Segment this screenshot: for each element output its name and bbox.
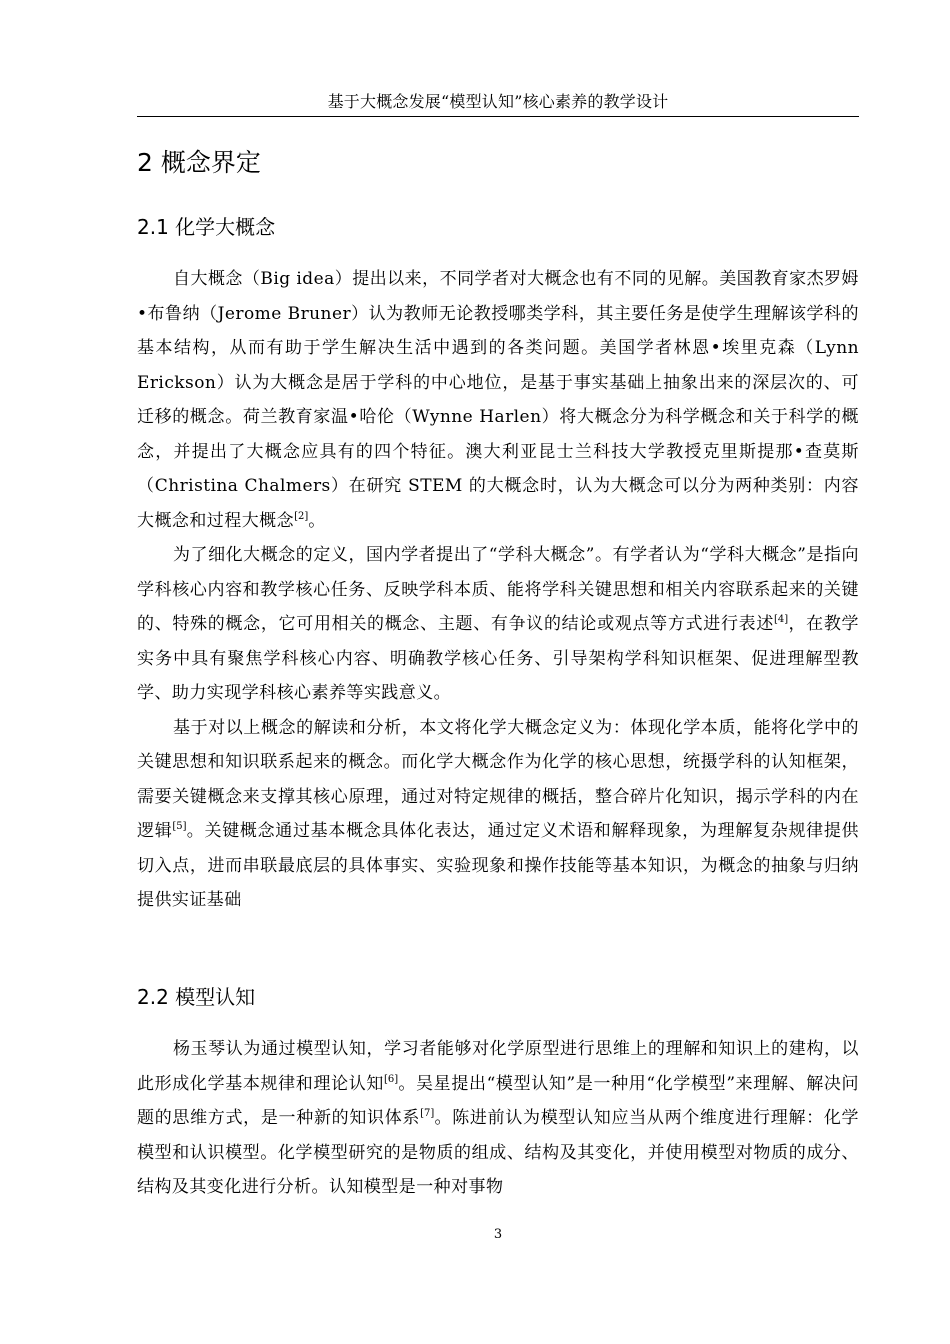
- section-body-2-1: [137, 262, 859, 918]
- paragraph-text: ，在教学实务中具有聚焦学科核心内容、明确教学核心任务、引导架构学科知识框架、促进理解型教学、助力实现学科核心素养等实践意义。: [137, 614, 859, 703]
- citation-ref: [4]: [774, 614, 789, 625]
- header-rule: [137, 116, 859, 117]
- paragraph-text: 。吴星提出“模型认知”是一种用“化学模型”来理解、解决问题的思维方式，是一种新的知识体系: [137, 1073, 859, 1128]
- paragraph-text: 为了细化大概念的定义，国内学者提出了“学科大概念”。有学者认为“学科大概念”是指向学科核心内容和教学核心任务、反映学科本质、能将学科关键思想和相关内容联系起来的关键的、特殊的概念，它可用相关的概念、主题、有争议的结论或观点等方式进行表述: [137, 545, 859, 634]
- paragraph: [137, 711, 859, 918]
- paragraph-text: 。关键概念通过基本概念具体化表达，通过定义术语和解释现象，为理解复杂规律提供切入点，进而串联最底层的具体事实、实验现象和操作技能等基本知识，为概念的抽象与归纳提供实证基础: [137, 821, 859, 910]
- section-body-2-2: [137, 1032, 859, 1205]
- paragraph-text: 。陈进前认为模型认知应当从两个维度进行理解：化学模型和认识模型。化学模型研究的是物质的组成、结构及其变化，并使用模型对物质的成分、结构及其变化进行分析。认知模型是一种对事物: [137, 1108, 859, 1197]
- paragraph-text: 。: [308, 510, 326, 531]
- citation-ref: [5]: [172, 821, 187, 832]
- paragraph: [137, 262, 859, 538]
- page-number: 3: [493, 1227, 503, 1242]
- section-title-2-1: 2.1 化学大概念: [137, 215, 276, 239]
- running-header: 基于大概念发展“模型认知”核心素养的教学设计: [327, 92, 669, 111]
- paragraph-text: 杨玉琴认为通过模型认知，学习者能够对化学原型进行思维上的理解和知识上的建构，以此形成化学基本规律和理论认知: [137, 1039, 859, 1094]
- citation-ref: [7]: [420, 1108, 435, 1119]
- section-title-2-2: 2.2 模型认知: [137, 985, 256, 1009]
- citation-ref: [2]: [294, 510, 309, 522]
- citation-ref: [6]: [384, 1073, 399, 1085]
- paragraph-text: 基于对以上概念的解读和分析，本文将化学大概念定义为：体现化学本质，能将化学中的关键思想和知识联系起来的概念。而化学大概念作为化学的核心思想，统摄学科的认知框架，需要关键概念来支撑其核心原理，通过对特定规律的概括，整合碎片化知识，揭示学科的内在逻辑: [137, 717, 859, 841]
- paragraph-text: 自大概念（Big idea）提出以来，不同学者对大概念也有不同的见解。美国教育家杰罗姆•布鲁纳（Jerome Bruner）认为教师无论教授哪类学科，其主要任务是使学生理解该学科的基本结构，从而有助于学生解决生活中遇到的各类问题。美国学者林恩•埃里克森（Lynn Erickson）认为大概念是居于学科的中心地位，是基于事实基础上抽象出来的深层次的、可迁移的概念。荷兰教育家温•哈伦（Wynne Harlen）将大概念分为科学概念和关于科学的概念，并提出了大概念应具有的四个特征。澳大利亚昆士兰科技大学教授克里斯提那•查莫斯（Christina Chalmers）在研究 STEM 的大概念时，认为大概念可以分为两种类别：内容大概念和过程大概念: [137, 269, 859, 531]
- chapter-title: 2 概念界定: [137, 148, 261, 177]
- paragraph: [137, 538, 859, 711]
- paragraph: [137, 1032, 859, 1205]
